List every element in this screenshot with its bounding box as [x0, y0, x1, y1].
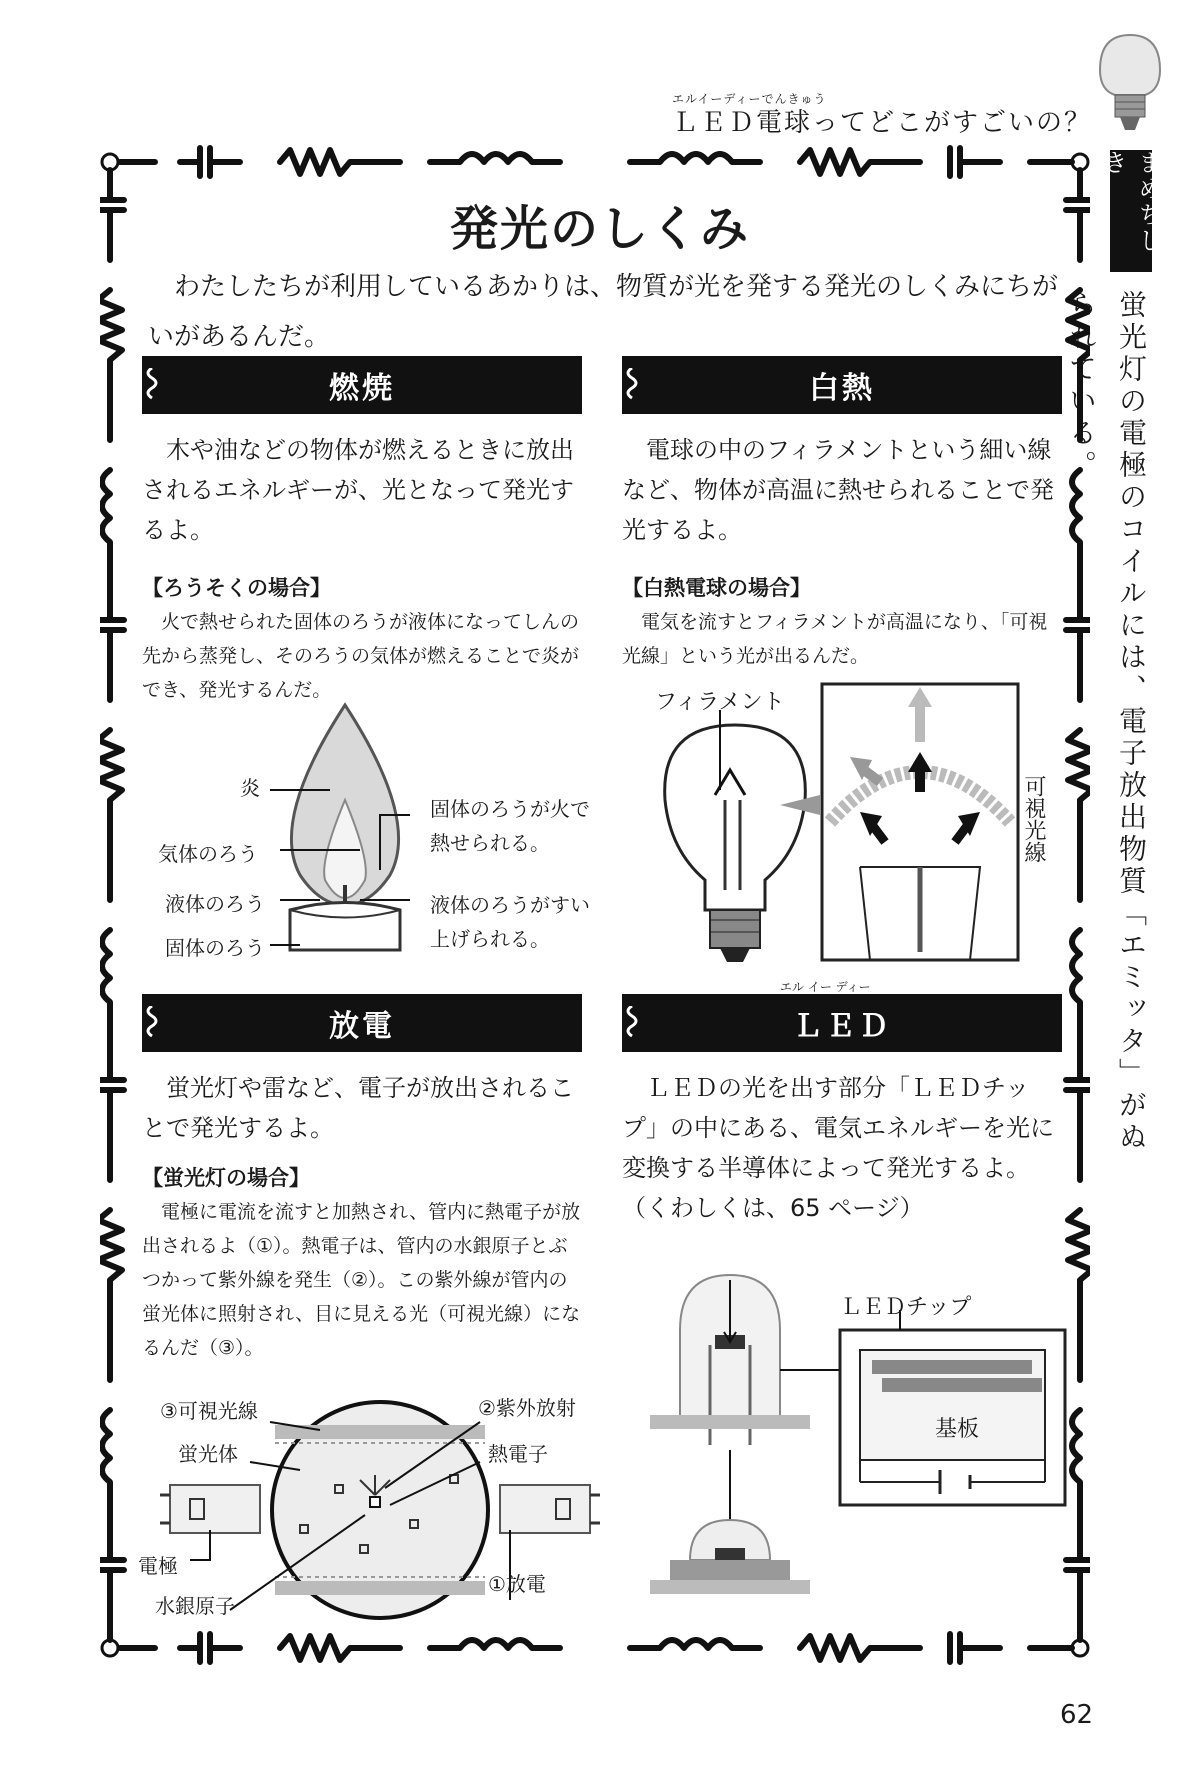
section-heading-incandescent [622, 356, 1062, 414]
label-visible-light: 可視光線 [1021, 775, 1046, 863]
incandescent-body: 電球の中のフィラメントという細い線など、物体が高温に熱せられることで発光するよ。 [622, 436, 1054, 544]
light-bulb-illustration [655, 710, 815, 970]
page-title: 発光のしくみ [449, 201, 750, 257]
label-gas-wax: 気体のろう [158, 842, 258, 866]
arrow-left-icon [780, 790, 820, 820]
led-body: ＬＥＤの光を出す部分「ＬＥＤチップ」の中にある、電気エネルギーを光に変換する半導体によって発光するよ。（くわしくは、65 ページ） [622, 1074, 1054, 1222]
discharge-body: 蛍光灯や雷など、電子が放出されることで発光するよ。 [142, 1074, 574, 1142]
incandescent-case-text: 電気を流すとフィラメントが高温になり、「可視光線」という光が出るんだ。 [622, 611, 1048, 667]
led-heading-ruby: エル イー ディー [780, 980, 871, 994]
coil-icon [144, 368, 160, 402]
label-heated: 固体のろうが火で熱せられる。 [430, 797, 590, 855]
led-illustration [650, 1270, 1070, 1620]
coil-icon [624, 368, 640, 402]
discharge-case-text: 電極に電流を流すと加熱され、管内に熱電子が放出されるよ（①）。熱電子は、管内の水銀原子とぶつかって紫外線を発生（②）。この紫外線が管内の蛍光体に照射され、目に見える光（可視光線）になるんだ（③）。 [142, 1201, 581, 1359]
label-substrate: 基板 [935, 1417, 980, 1442]
section-heading-label: 燃焼 [329, 371, 395, 406]
mamechishiki-tag: まめちしき [1110, 150, 1152, 272]
label-liquid-wax: 液体のろう [165, 892, 265, 916]
header-ruby: エルイーディーでんきゅう [672, 92, 827, 106]
section-heading-label: 放電 [329, 1009, 395, 1044]
combustion-body: 木や油などの物体が燃えるときに放出されるエネルギーが、光となって発光するよ。 [142, 436, 574, 544]
label-mercury: 水銀原子 [155, 1594, 235, 1618]
coil-icon [144, 1006, 160, 1040]
label-absorbed: 液体のろうがすい上げられる。 [430, 893, 590, 951]
discharge-case-title: 【蛍光灯の場合】 [142, 1166, 310, 1190]
incandescent-case-title: 【白熱電球の場合】 [622, 576, 811, 600]
section-heading-label: 白熱 [809, 371, 875, 406]
label-led-chip: ＬＥＤチップ [840, 1295, 972, 1320]
label-visible-light-3: ③可視光線 [160, 1399, 258, 1423]
combustion-case-title: 【ろうそくの場合】 [142, 576, 331, 600]
section-heading-label: ＬＥＤ [792, 1009, 892, 1044]
label-discharge: ①放電 [488, 1572, 546, 1596]
page-number: 62 [1060, 1700, 1094, 1730]
label-solid-wax: 固体のろう [165, 936, 265, 960]
bulb-closeup-illustration [820, 682, 1020, 962]
section-heading-led [622, 994, 1062, 1052]
combustion-case-text: 火で熱せられた固体のろうが液体になってしんの先から蒸発し、そのろうの気体が燃えることで炎ができ、発光するんだ。 [142, 611, 580, 701]
led-bulb-icon [1090, 30, 1170, 140]
label-phosphor: 蛍光体 [178, 1442, 238, 1466]
intro-text: わたしたちが利用しているあかりは、物質が光を発する発光のしくみにちがいがあるんだ。 [148, 272, 1059, 352]
side-note-text: 蛍光灯の電極のコイルには、電子放出物質「エミッタ」がぬられている。 [1065, 290, 1148, 1154]
coil-icon [624, 1006, 640, 1040]
label-thermal-electron: 熱電子 [488, 1442, 548, 1466]
label-flame: 炎 [240, 776, 260, 800]
header-title: ＬＥＤ電球ってどこがすごいの？ [672, 108, 1093, 138]
label-filament: フィラメント [655, 690, 785, 715]
label-electrode: 電極 [138, 1554, 178, 1578]
label-uv: ②紫外放射 [478, 1396, 576, 1420]
section-heading-combustion [142, 356, 582, 414]
section-heading-discharge [142, 994, 582, 1052]
